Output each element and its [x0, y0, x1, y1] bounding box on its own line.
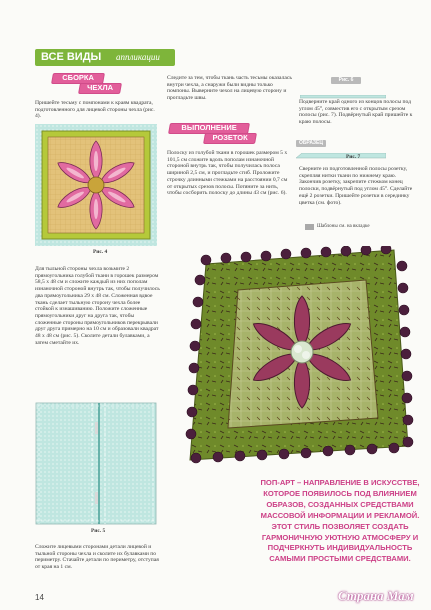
- pull-quote: ПОП-АРТ – НАПРАВЛЕНИЕ В ИСКУССТВЕ, КОТОРОЕ ПОЯВИЛОСЬ ПОД ВЛИЯНИЕМ ОБРАЗОВ, СОЗДАННЫХ СРЕДСТВАМИ МАССОВОЙ ИНФОРМАЦИИ И РЕКЛАМОЙ. ЭТОТ СТИЛЬ ПОЗВОЛЯЕТ СОЗДАТЬ ГАРМОНИЧНУЮ УЮТНУЮ АТМОСФЕРУ И ПОДЧЕРКНУТЬ ИНДИВИДУАЛЬНОСТЬ САМЫМИ ПРОСТЫМИ СРЕДСТВАМИ.: [260, 478, 420, 564]
- assembly-header-line1: СБОРКА: [51, 73, 105, 84]
- figure-7-strip: [296, 146, 386, 152]
- figure-6-strip: [300, 86, 386, 90]
- pillow-image: [176, 246, 414, 468]
- col1-intro-text: Пришейте тесьму с помпонами к краям квадрата, подготовленного для лицевой стороны чехла (рис. 4).: [35, 100, 155, 120]
- figure-5-caption: Рис. 5: [91, 528, 106, 534]
- col3-bottom-text: Сверните из подготовленной полосы розетку, скрепляя нитки ткани по нижнему краю. Закончив розетку, закрепите стежком конец полоски, подвёрнутый под углом 45°. Сделайте ещё 2 розетки. Пришейте розетки в серединку цветка (см. фото).: [299, 166, 413, 206]
- figure-5-illustration: [35, 402, 157, 525]
- template-note: Шаблоны см. на вкладке: [317, 224, 370, 229]
- figure-4-illustration: [35, 124, 157, 246]
- col2-top-text: Следите за тем, чтобы ткань часть тесьмы оказалась внутри чехла, а снаружи были видны только помпоны. Выверните чехол на лицевую сторону и прогладьте швы.: [167, 75, 292, 102]
- col3-top-text: Подверните край одного из концов полосы под углом 45°, совместив его с открытым срезом полосы (рис. 7). Подвёрнутый край пришейте к краю полосы.: [299, 99, 413, 126]
- watermark-logo: Страна Мам: [338, 588, 414, 603]
- overlap-rectangles-image: [35, 402, 157, 525]
- template-marker-icon: [305, 224, 314, 230]
- figure-4-caption: Рис. 4: [93, 249, 108, 255]
- quilt-square-flower-image: [35, 124, 157, 246]
- assembly-header-line2: ЧЕХЛА: [78, 83, 122, 94]
- page-number: 14: [35, 593, 44, 602]
- banner-title: ВСЕ ВИДЫ: [41, 51, 102, 63]
- figure-7-tag: ОБРАЗЕЦ: [296, 140, 326, 147]
- figure-6-tag: Рис. 6: [331, 77, 361, 84]
- col2-rosettes-text: Полоску из голубой ткани в горошек размером 5 х 101,5 см сложите вдоль пополам изнаночной стороной внутрь так, чтобы получилась полоса шириной 2,5 см, и прогладьте сгиб. Проложите строчку длинными стежками на расстоянии 0,7 см от открытых срезов полосы. Потяните за нить, чтобы сосборить полоску до длины 43 см (рис. 6).: [167, 150, 288, 197]
- rosettes-header-line2: РОЗЕТОК: [203, 133, 257, 144]
- pillow-photo: [176, 246, 414, 468]
- col1-end-text: Сложите лицевыми сторонами детали лицевой и тыльной стороны чехла и сколите их булавками по периметру. Стачайте детали по периметру, отступая от края на 1 см.: [35, 544, 159, 571]
- col1-main-text: Для тыльной стороны чехла возьмите 2 прямоугольника голубой ткани в горошек размером 58,5 х 48 см и сложите каждый из них пополам изнаночной стороной внутрь так, чтобы получилось два прямоугольника 29 х 48 см. Сложенная вдвое ткань сделает тыльную сторону чехла более стойкой к изнашиванию. Положите сложенные прямоугольники друг на друга так, чтобы сложенные стороны прямоугольников перекрывали друг друга примерно на 10 см и образовали квадрат 48 х 48 см (рис. 5). Сколите детали булавками, а затем сметайте их.: [35, 266, 160, 346]
- rosettes-header-line1: ВЫПОЛНЕНИЕ: [168, 123, 250, 134]
- figure-7-caption: Рис. 7: [346, 154, 361, 160]
- section-banner: [35, 49, 175, 66]
- banner-subtitle: аппликации: [116, 52, 160, 62]
